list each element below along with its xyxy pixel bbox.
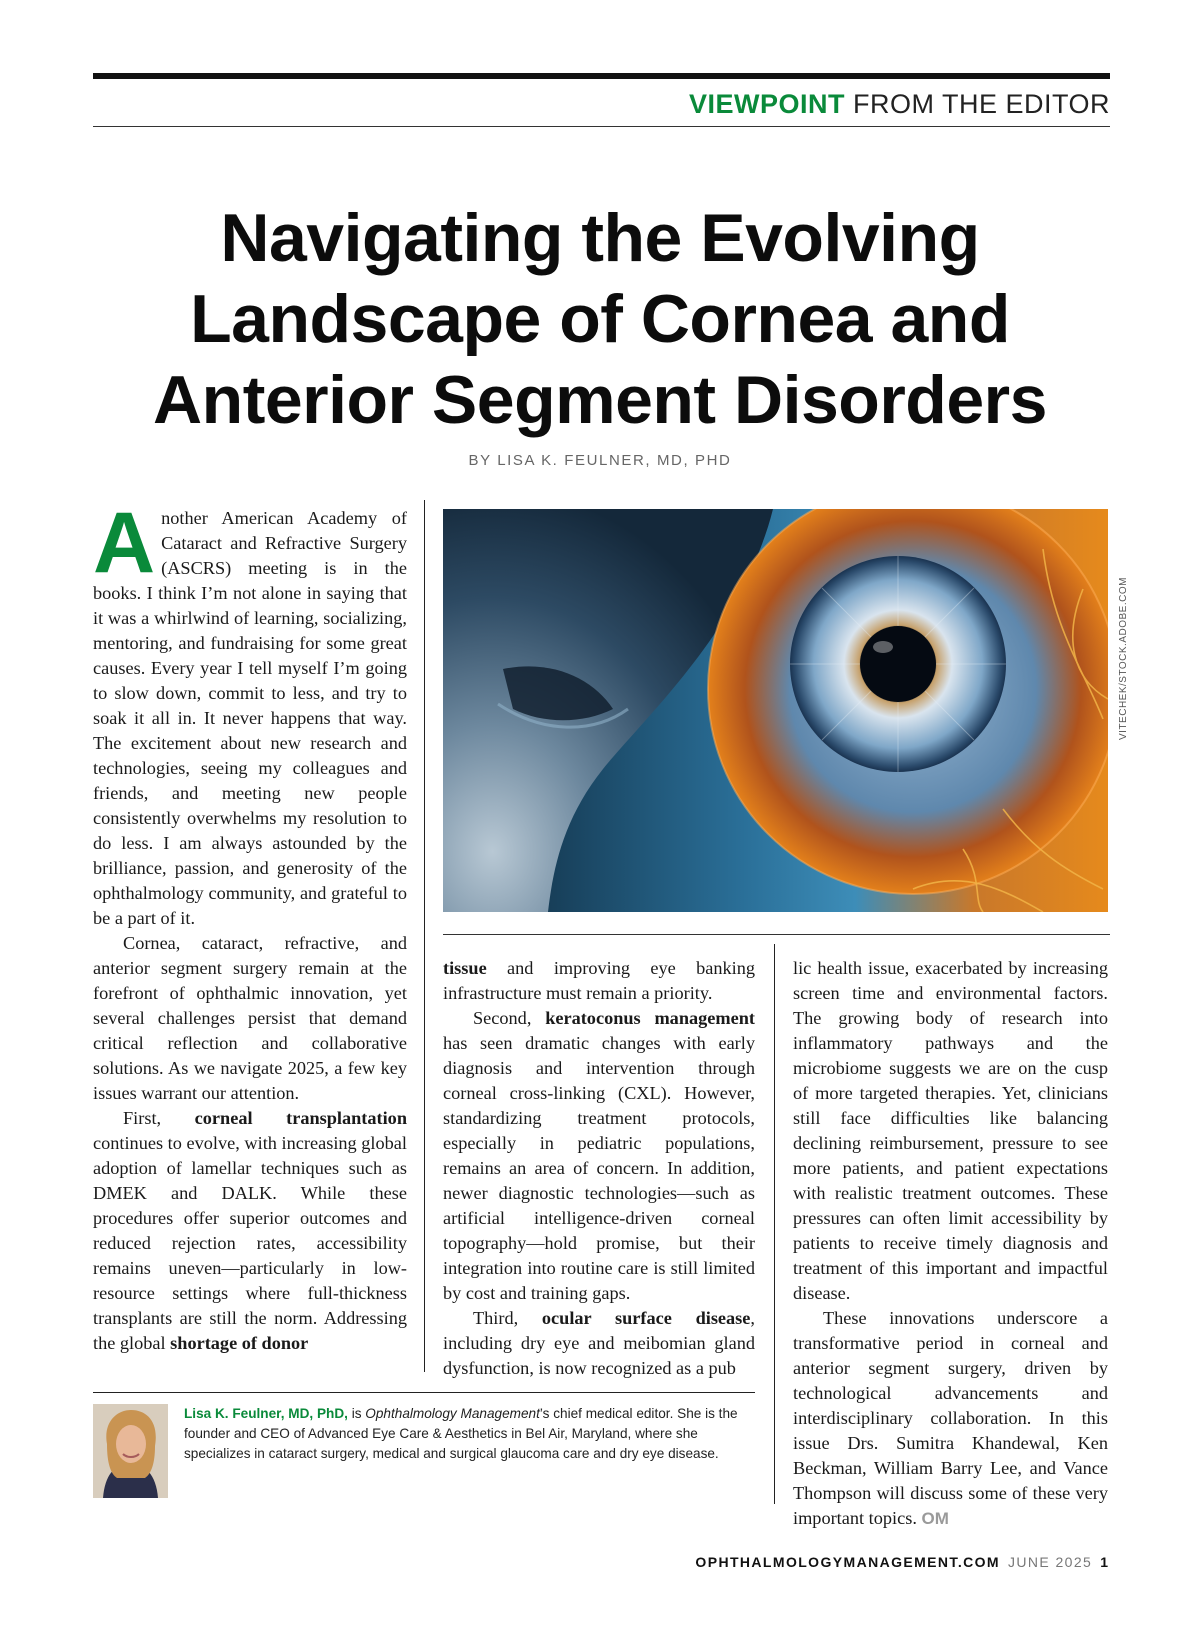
- paragraph-1-text: nother American Academy of Cataract and Refractive Surgery (ASCRS) meeting is in the books. I think I’m not alone in saying that it was a whirlwind of learning, socializing, mentoring, and fundraising for some great causes. Every year I tell myself I’m going to slow down, commit to less, and try to soak it all in. It never happens that way. The excitement about new research and technologies, seeing my colleagues and friends, and meeting new people consistently overwhelms my resolution to do less. I am always astounded by the brilliance, passion, and generosity of the ophthalmology community, and grateful to be a part of it.: [93, 508, 407, 928]
- column-divider-2: [774, 944, 775, 1504]
- paragraph-3-cont: [443, 956, 755, 1006]
- page-footer: [695, 1554, 1108, 1570]
- paragraph-2: Cornea, cataract, refractive, and anterior segment surgery remain at the forefront of ophthalmic innovation, yet several challenges persist that demand critical reflection and collaborative solutions. As we navigate 2025, a few key issues warrant our attention.: [93, 933, 407, 1103]
- keyword-tissue: tissue: [443, 958, 487, 978]
- bio-rule: [93, 1392, 755, 1393]
- paragraph-3-text: continues to evolve, with increasing global adoption of lamellar techniques such as DMEK and DALK. While these procedures offer superior outcomes and reduced rejection rates, accessibility remains uneven—particularly in low-resource settings where full-thickness transplants are still the norm. Addressing the global: [93, 1133, 407, 1353]
- byline: BY LISA K. FEULNER, MD, PHD: [468, 452, 732, 469]
- body-column-1: [93, 495, 407, 1356]
- header-rule: [93, 126, 1110, 127]
- paragraph-3: [93, 1106, 407, 1356]
- image-rule: [443, 934, 1110, 935]
- title-line-2: Landscape of Cornea and: [190, 281, 1010, 357]
- article-title: [60, 198, 1140, 441]
- author-photo: [93, 1404, 168, 1498]
- om-end-mark: OM: [921, 1509, 949, 1528]
- paragraph-5-text: , including dry eye and meibomian gland dysfunction, is now recognized as a pub: [443, 1308, 755, 1378]
- hero-eye-image: [443, 509, 1108, 912]
- paragraph-3-lead: First,: [123, 1108, 195, 1128]
- footer-date: JUNE 2025: [1008, 1554, 1093, 1570]
- paragraph-6-text: These innovations underscore a transformative period in corneal and anterior segment surgery, driven by technological advancements and interdisciplinary collaboration. In this issue Drs. Sumitra Khandewal, Ken Beckman, William Barry Lee, and Vance Thompson will discuss some of these very important topics.: [793, 1308, 1108, 1528]
- author-bio: [184, 1404, 754, 1464]
- body-column-2: [443, 956, 755, 1381]
- bio-author-name: Lisa K. Feulner, MD, PhD,: [184, 1406, 348, 1421]
- section-label: [689, 89, 1110, 120]
- paragraph-1: [93, 495, 407, 931]
- keyword-ocular-surface-disease: ocular surface disease: [541, 1308, 751, 1328]
- keyword-corneal-transplantation: corneal transplantation: [194, 1108, 407, 1128]
- photo-credit: VITECHEK/STOCK.ADOBE.COM: [1118, 577, 1129, 740]
- paragraph-4-lead: Second,: [473, 1008, 546, 1028]
- bio-text-a: is: [347, 1406, 366, 1421]
- page-number: 1: [1100, 1554, 1108, 1570]
- footer-site: OPHTHALMOLOGYMANAGEMENT.COM: [695, 1554, 1000, 1570]
- drop-cap: A: [93, 495, 156, 591]
- keyword-shortage-of-donor: shortage of donor: [170, 1333, 309, 1353]
- bio-text-b: ’s chief medical editor. She is the founder and CEO of Advanced Eye Care & Aesthetics in Bel Air, Maryland, where she specializes in cataract surgery, medical and surgical glaucoma care and dry eye disease.: [184, 1406, 738, 1461]
- paragraph-4: [443, 1006, 755, 1306]
- column-divider-1: [424, 500, 425, 1372]
- top-rule: [93, 73, 1110, 79]
- paragraph-5: [443, 1306, 755, 1381]
- keyword-keratoconus-management: keratoconus management: [545, 1008, 755, 1028]
- title-line-1: Navigating the Evolving: [220, 200, 980, 276]
- paragraph-6: [793, 1306, 1108, 1531]
- title-line-3: Anterior Segment Disorders: [153, 362, 1047, 438]
- section-label-bold: VIEWPOINT: [688, 89, 845, 119]
- paragraph-4-text: has seen dramatic changes with early diagnosis and intervention through corneal cross-linking (CXL). However, standardizing treatment protocols, especially in pediatric populations, remains an area of concern. In addition, newer diagnostic technologies—such as artificial intelligence-driven corneal topography—hold promise, but their integration into routine care is still limited by cost and training gaps.: [443, 1033, 755, 1303]
- paragraph-5-lead: Third,: [473, 1308, 542, 1328]
- paragraph-3-cont-text: and improving eye banking infrastructure must remain a priority.: [443, 958, 755, 1003]
- bio-publication: Ophthalmology Management: [365, 1406, 540, 1421]
- body-column-3: [793, 956, 1108, 1531]
- paragraph-5-cont: lic health issue, exacerbated by increasing screen time and environmental factors. The growing body of research into inflammatory pathways and the microbiome suggests we are on the cusp of more targeted therapies. Yet, clinicians still face difficulties like balancing declining reimbursement, pressure to see more patients, and patient expectations with realistic treatment outcomes. These pressures can often limit accessibility by patients to receive timely diagnosis and treatment of this important and impactful disease.: [793, 958, 1108, 1303]
- section-label-rest: FROM THE EDITOR: [852, 89, 1110, 119]
